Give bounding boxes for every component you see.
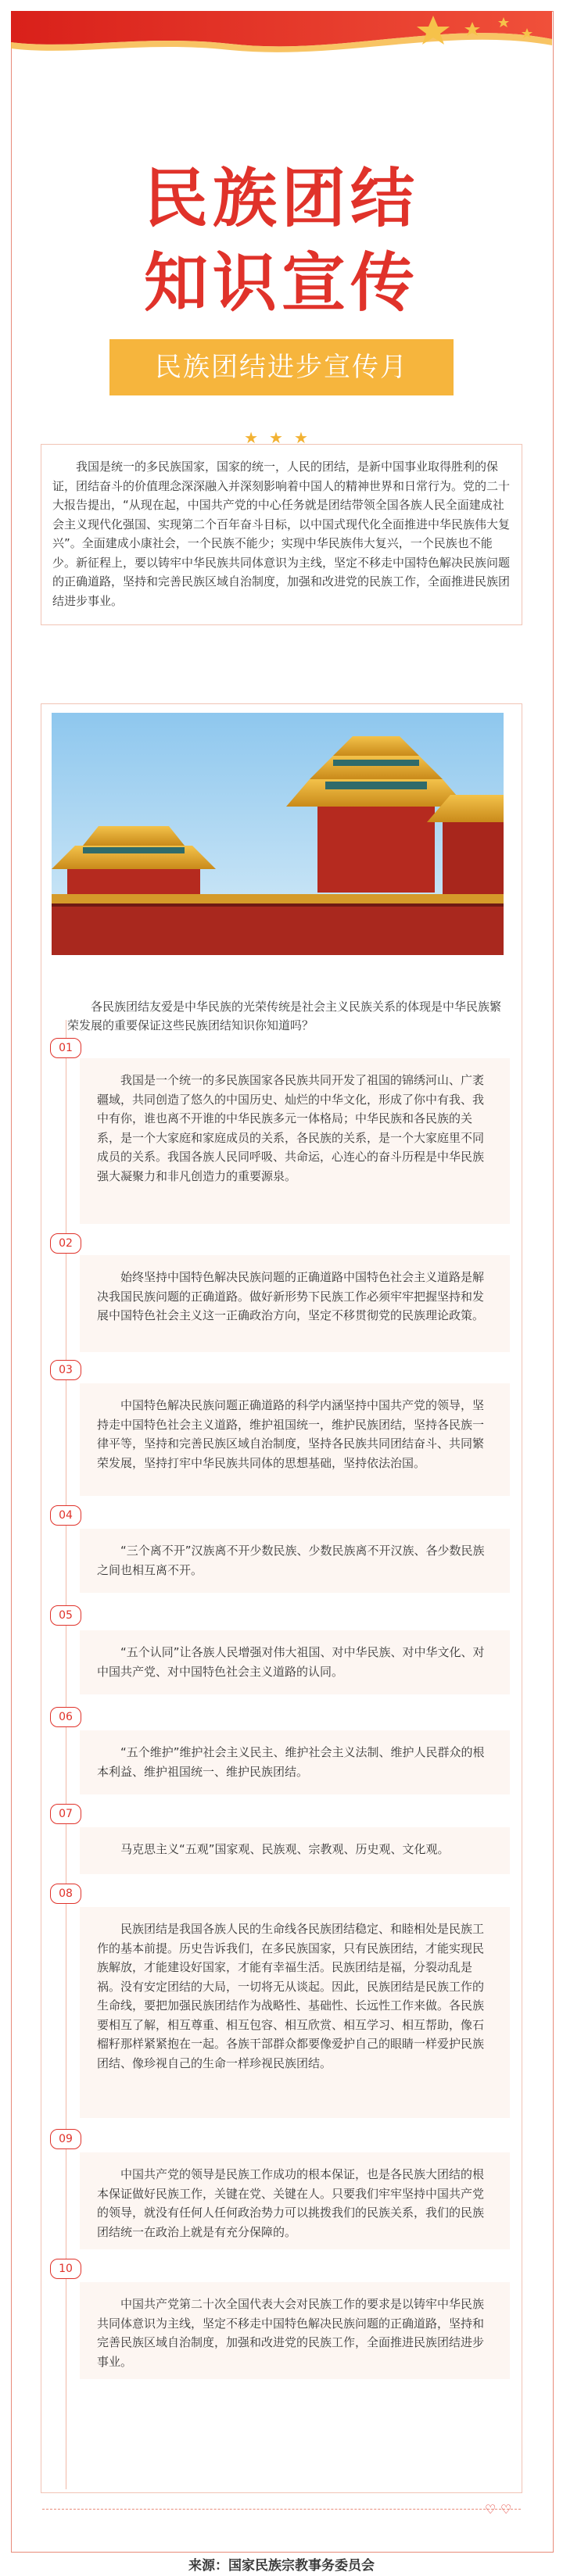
item-number-badge: 03 (50, 1360, 81, 1380)
item-number-badge: 09 (50, 2129, 81, 2149)
item-number-badge: 07 (50, 1804, 81, 1824)
list-item (80, 1529, 510, 1593)
list-item-text: 民族团结是我国各族人民的生命线各民族团结稳定、和睦相处是民族工作的基本前提。历史告诉我们，在多民族国家，只有民族团结，才能实现民族解放，才能建设好国家，才能有幸福生活。民族团结是福，分裂动乱是祸。没有安定团结的大局，一切将无从谈起。因此，民族团结是民族工作的生命线，要把加强民族团结作为战略性、基础性、长远性工作来做。各民族要相互了解，相互尊重、相互包容、相互欣赏、相互学习、相互帮助，像石榴籽那样紧紧抱在一起。各族干部群众都要像爱护自己的眼睛一样爱护民族团结、像珍视自己的生命一样珍视民族团结。 (97, 1922, 485, 2070)
heart-icon: ♡ (500, 2502, 512, 2517)
list-item (80, 1630, 510, 1694)
list-item-text: “五个维护”维护社会主义民主、维护社会主义法制、维护人民群众的根本利益、维护祖国统一、维护民族团结。 (97, 1745, 485, 1779)
list-item (80, 1730, 510, 1794)
list-item-text: “五个认同”让各族人民增强对伟大祖国、对中华民族、对中华文化、对中国共产党、对中国特色社会主义道路的认同。 (97, 1645, 485, 1679)
list-item (80, 1827, 510, 1874)
star-decoration: ★★★ (244, 428, 319, 447)
list-item-text: “三个离不开”汉族离不开少数民族、少数民族离不开汉族、各少数民族之间也相互离不开。 (97, 1544, 485, 1577)
list-item-text: 马克思主义“五观”国家观、民族观、宗教观、历史观、文化观。 (120, 1842, 450, 1856)
item-number-badge: 06 (50, 1707, 81, 1727)
list-item-text: 中国共产党第二十次全国代表大会对民族工作的要求是以铸牢中华民族共同体意识为主线，坚定不移走中国特色解决民族问题的正确道路，坚持和完善民族区域自治制度，加强和改进党的民族工作，全面推进民族团结进步事业。 (97, 2297, 485, 2369)
item-number-badge: 08 (50, 1884, 81, 1904)
list-item (80, 2152, 510, 2249)
list-item (80, 2282, 510, 2379)
forbidden-city-photo (52, 713, 504, 955)
list-item (80, 1907, 510, 2118)
item-number-badge: 10 (50, 2259, 81, 2279)
page-title-line1: 民族团结 (143, 162, 419, 236)
item-number-badge: 05 (50, 1605, 81, 1626)
list-item (80, 1255, 510, 1352)
footer-divider (42, 2509, 521, 2510)
list-item-text: 中国共产党的领导是民族工作成功的根本保证，也是各民族大团结的根本保证做好民族工作，关键在党、关键在人。只要我们牢牢坚持中国共产党的领导，就没有任何人任何政治势力可以挑拨我们的民族关系，我们的民族团结统一在政治上就是有充分保障的。 (97, 2167, 485, 2239)
topic-lead-text: 各民族团结友爱是中华民族的光荣传统是社会主义民族关系的体现是中华民族繁荣发展的重要保证这些民族团结知识你知道吗？ (67, 1000, 502, 1032)
subtitle-banner: 民族团结进步宣传月 (109, 339, 454, 395)
heart-icon: ♡ (485, 2502, 497, 2517)
item-number-badge: 02 (50, 1233, 81, 1254)
list-item-text: 始终坚持中国特色解决民族问题的正确道路中国特色社会主义道路是解决我国民族问题的正确道路。做好新形势下民族工作必须牢牢把握坚持和发展中国特色社会主义这一正确政治方向，坚定不移贯彻党的民族理论政策。 (97, 1270, 485, 1322)
item-number-badge: 01 (50, 1038, 81, 1058)
source-credit: 来源：国家民族宗教事务委员会 (188, 2558, 375, 2574)
intro-box (41, 444, 522, 625)
flag-banner (11, 11, 552, 58)
list-item (80, 1383, 510, 1496)
item-number-badge: 04 (50, 1505, 81, 1526)
intro-text: 我国是统一的多民族国家，国家的统一，人民的团结，是新中国事业取得胜利的保证，团结奋斗的价值理念深深融入并深刻影响着中国人的精神世界和日常行为。党的二十大报告提出，“从现在起，中国共产党的中心任务就是团结带领全国各族人民全面建成社会主义现代化强国、实现第二个百年奋斗目标，以中国式现代化全面推进中华民族伟大复兴”。全面建成小康社会，一个民族不能少；实现中华民族伟大复兴，一个民族也不能少。新征程上，要以铸牢中华民族共同体意识为主线，坚定不移走中国特色解决民族问题的正确道路，坚持和完善民族区域自治制度，加强和改进党的民族工作，全面推进民族团结进步事业。 (52, 460, 511, 608)
list-item-text: 我国是一个统一的多民族国家各民族共同开发了祖国的锦绣河山、广袤疆域，共同创造了悠久的中国历史、灿烂的中华文化，形成了你中有我、我中有你，谁也离不开谁的中华民族多元一体格局；中华民族和各民族的关系，是一个大家庭和家庭成员的关系，各民族的关系，是一个大家庭里不同成员的关系。我国各族人民同呼吸、共命运，心连心的奋斗历程是中华民族强大凝聚力和非凡创造力的重要源泉。 (97, 1073, 485, 1183)
list-item (80, 1058, 510, 1224)
list-item-text: 中国特色解决民族问题正确道路的科学内涵坚持中国共产党的领导，坚持走中国特色社会主义道路，维护祖国统一，维护民族团结，坚持各民族一律平等，坚持和完善民族区域自治制度，坚持各民族共同团结奋斗、共同繁荣发展，坚持打牢中华民族共同体的思想基础，坚持依法治国。 (97, 1398, 485, 1470)
page-title-line2: 知识宣传 (143, 246, 419, 320)
